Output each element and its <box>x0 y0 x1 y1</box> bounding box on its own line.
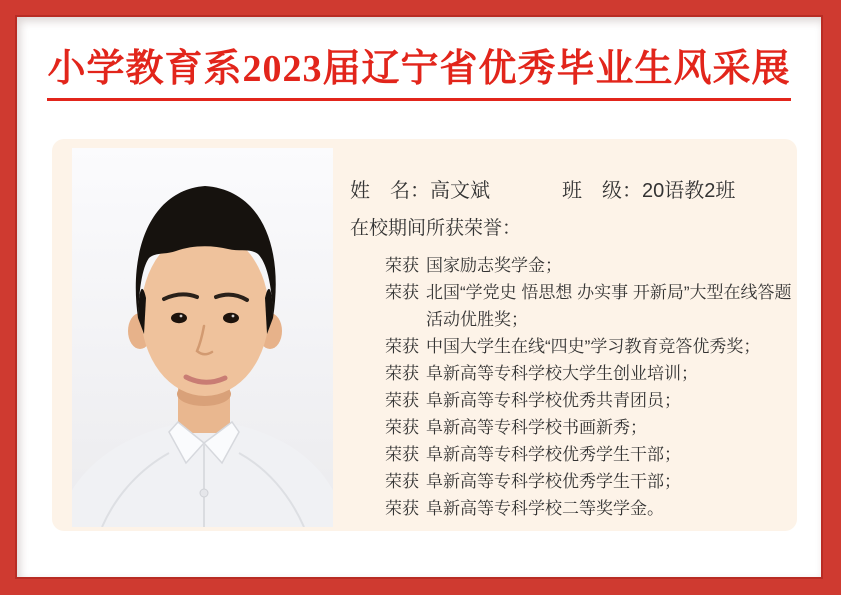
honor-text: 阜新高等专科学校优秀学生干部； <box>426 472 681 491</box>
name-label: 姓 名： <box>350 180 430 202</box>
name-value: 高文斌 <box>430 180 490 202</box>
identity-row <box>350 179 791 203</box>
honor-text: 阜新高等专科学校优秀学生干部； <box>426 445 681 464</box>
poster-header <box>17 47 821 101</box>
student-info <box>350 179 791 522</box>
class-label: 班 级： <box>562 180 642 202</box>
honor-prefix: 荣获 <box>385 337 419 356</box>
honor-item <box>385 441 791 468</box>
honor-prefix: 荣获 <box>385 472 419 491</box>
student-photo <box>72 148 333 527</box>
honor-prefix: 荣获 <box>385 499 419 518</box>
honor-item <box>385 468 791 495</box>
honor-text: 阜新高等专科学校优秀共青团员； <box>426 391 681 410</box>
honor-item <box>385 360 791 387</box>
honor-prefix: 荣获 <box>385 418 419 437</box>
poster-title: 小学教育系2023届辽宁省优秀毕业生风采展 <box>47 47 790 101</box>
honor-prefix: 荣获 <box>385 445 419 464</box>
honor-prefix: 荣获 <box>385 364 419 383</box>
class-group <box>562 179 735 203</box>
honor-text: 阜新高等专科学校二等奖学金。 <box>426 499 664 518</box>
honor-text: 北国“学党史 悟思想 办实事 开新局”大型在线答题 <box>426 283 792 302</box>
honor-text-continued: 活动优胜奖； <box>426 310 528 329</box>
class-value: 20语教2班 <box>642 180 736 202</box>
honors-list <box>350 252 791 522</box>
honor-text: 阜新高等专科学校书画新秀； <box>426 418 647 437</box>
honor-text: 中国大学生在线“四史”学习教育竞答优秀奖； <box>426 337 761 356</box>
honor-item <box>385 495 791 522</box>
honors-heading: 在校期间所获荣誉： <box>350 218 522 239</box>
honor-text: 阜新高等专科学校大学生创业培训； <box>426 364 698 383</box>
honor-prefix: 荣获 <box>385 283 419 302</box>
honor-item <box>385 252 791 279</box>
honor-text: 国家励志奖学金； <box>426 256 562 275</box>
honor-prefix: 荣获 <box>385 391 419 410</box>
honor-item <box>385 279 791 333</box>
honor-prefix: 荣获 <box>385 256 419 275</box>
portrait-illustration <box>72 148 333 527</box>
student-card <box>52 139 797 531</box>
honor-item <box>385 333 791 360</box>
honor-item <box>385 387 791 414</box>
honor-item <box>385 414 791 441</box>
inner-white-panel <box>17 17 821 577</box>
